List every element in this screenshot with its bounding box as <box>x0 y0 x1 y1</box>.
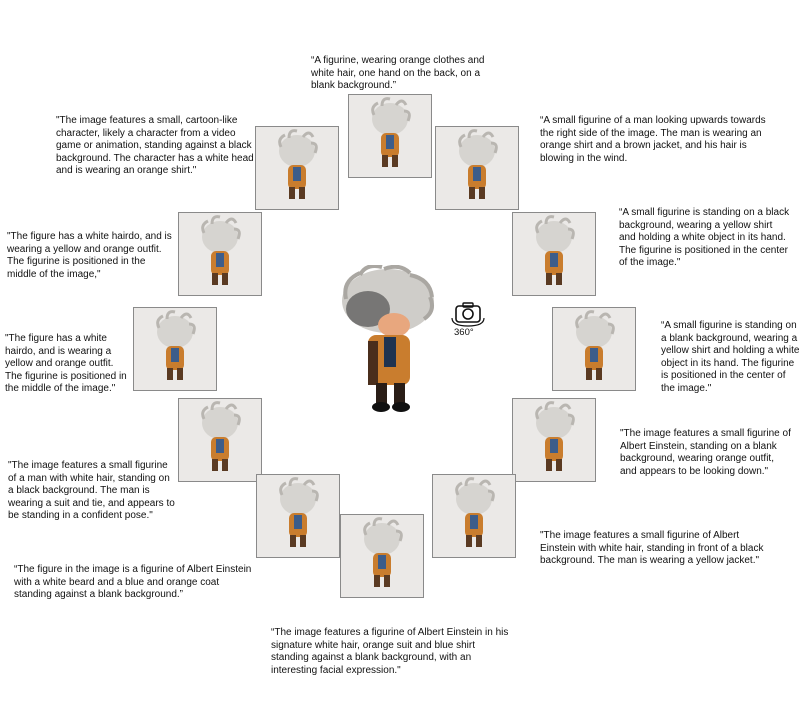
figurine-thumbnail-icon <box>524 401 584 479</box>
view-thumbnail <box>255 126 339 210</box>
figurine-thumbnail-icon <box>447 129 507 207</box>
view-thumbnail <box>133 307 217 391</box>
view-thumbnail <box>348 94 432 178</box>
caption: “A small figurine is standing on a black background, wearing a yellow shirt and holding a white object in its hand. The figurine is positioned in the center of the image." <box>619 207 790 268</box>
view-thumbnail <box>512 398 596 482</box>
figurine-thumbnail-icon <box>267 129 327 207</box>
view-thumbnail <box>552 307 636 391</box>
view-thumbnail <box>512 212 596 296</box>
caption: “The image features a figurine of Albert Einstein in his signature white hair, orange suit and blue shirt standing against a blank background, with an interesting facial expression." <box>271 627 509 676</box>
figurine-thumbnail-icon <box>190 401 250 479</box>
caption: "The image features a small figurine of Albert Einstein with white hair, standing in front of a black background. The man is wearing a yellow jacket." <box>540 530 764 566</box>
caption: “A figurine, wearing orange clothes and white hair, one hand on the back, on a blank background.” <box>311 55 485 91</box>
figurine-thumbnail-icon <box>268 477 328 555</box>
view-thumbnail <box>340 514 424 598</box>
figurine-thumbnail-icon <box>444 477 504 555</box>
caption: "The figure has a white hairdo, and is wearing a yellow and orange outfit. The figurine is positioned in the middle of the image." <box>5 333 127 394</box>
view-thumbnail <box>432 474 516 558</box>
view-thumbnail <box>256 474 340 558</box>
center-figurine-icon <box>338 265 436 417</box>
caption: “The figure in the image is a figurine of Albert Einstein with a white beard and a blue and orange coat standing against a blank background.” <box>14 564 252 600</box>
figurine-thumbnail-icon <box>190 215 250 293</box>
figurine-thumbnail-icon <box>564 310 624 388</box>
view-thumbnail <box>178 212 262 296</box>
caption: "The image features a small figurine of Albert Einstein, standing on a blank background, wearing orange outfit, and appears to be looking down." <box>620 428 791 477</box>
figurine-thumbnail-icon <box>524 215 584 293</box>
caption: “A small figurine of a man looking upwards towards the right side of the image. The man is wearing an orange shirt and a brown jacket, and his hair is blowing in the wind. <box>540 115 766 164</box>
camera-360-label: 360° <box>454 327 474 338</box>
caption: "The figure has a white hairdo, and is wearing a yellow and orange outfit. The figurine is positioned in the middle of the image," <box>7 231 172 280</box>
caption: "The image features a small, cartoon-like character, likely a character from a video game or animation, standing against a black background. The character has a white head and is wearing an orange shirt." <box>56 115 254 176</box>
figurine-thumbnail-icon <box>352 517 412 595</box>
figurine-thumbnail-icon <box>145 310 205 388</box>
view-thumbnail <box>435 126 519 210</box>
figurine-thumbnail-icon <box>360 97 420 175</box>
caption: “A small figurine is standing on a blank background, wearing a yellow shirt and holding a white object in its hand. The figurine is positioned in the center of the image." <box>661 320 800 394</box>
caption: "The image features a small figurine of a man with white hair, standing on a black background. The man is wearing a suit and tie, and appears to be standing in a confident pose." <box>8 460 175 521</box>
view-thumbnail <box>178 398 262 482</box>
